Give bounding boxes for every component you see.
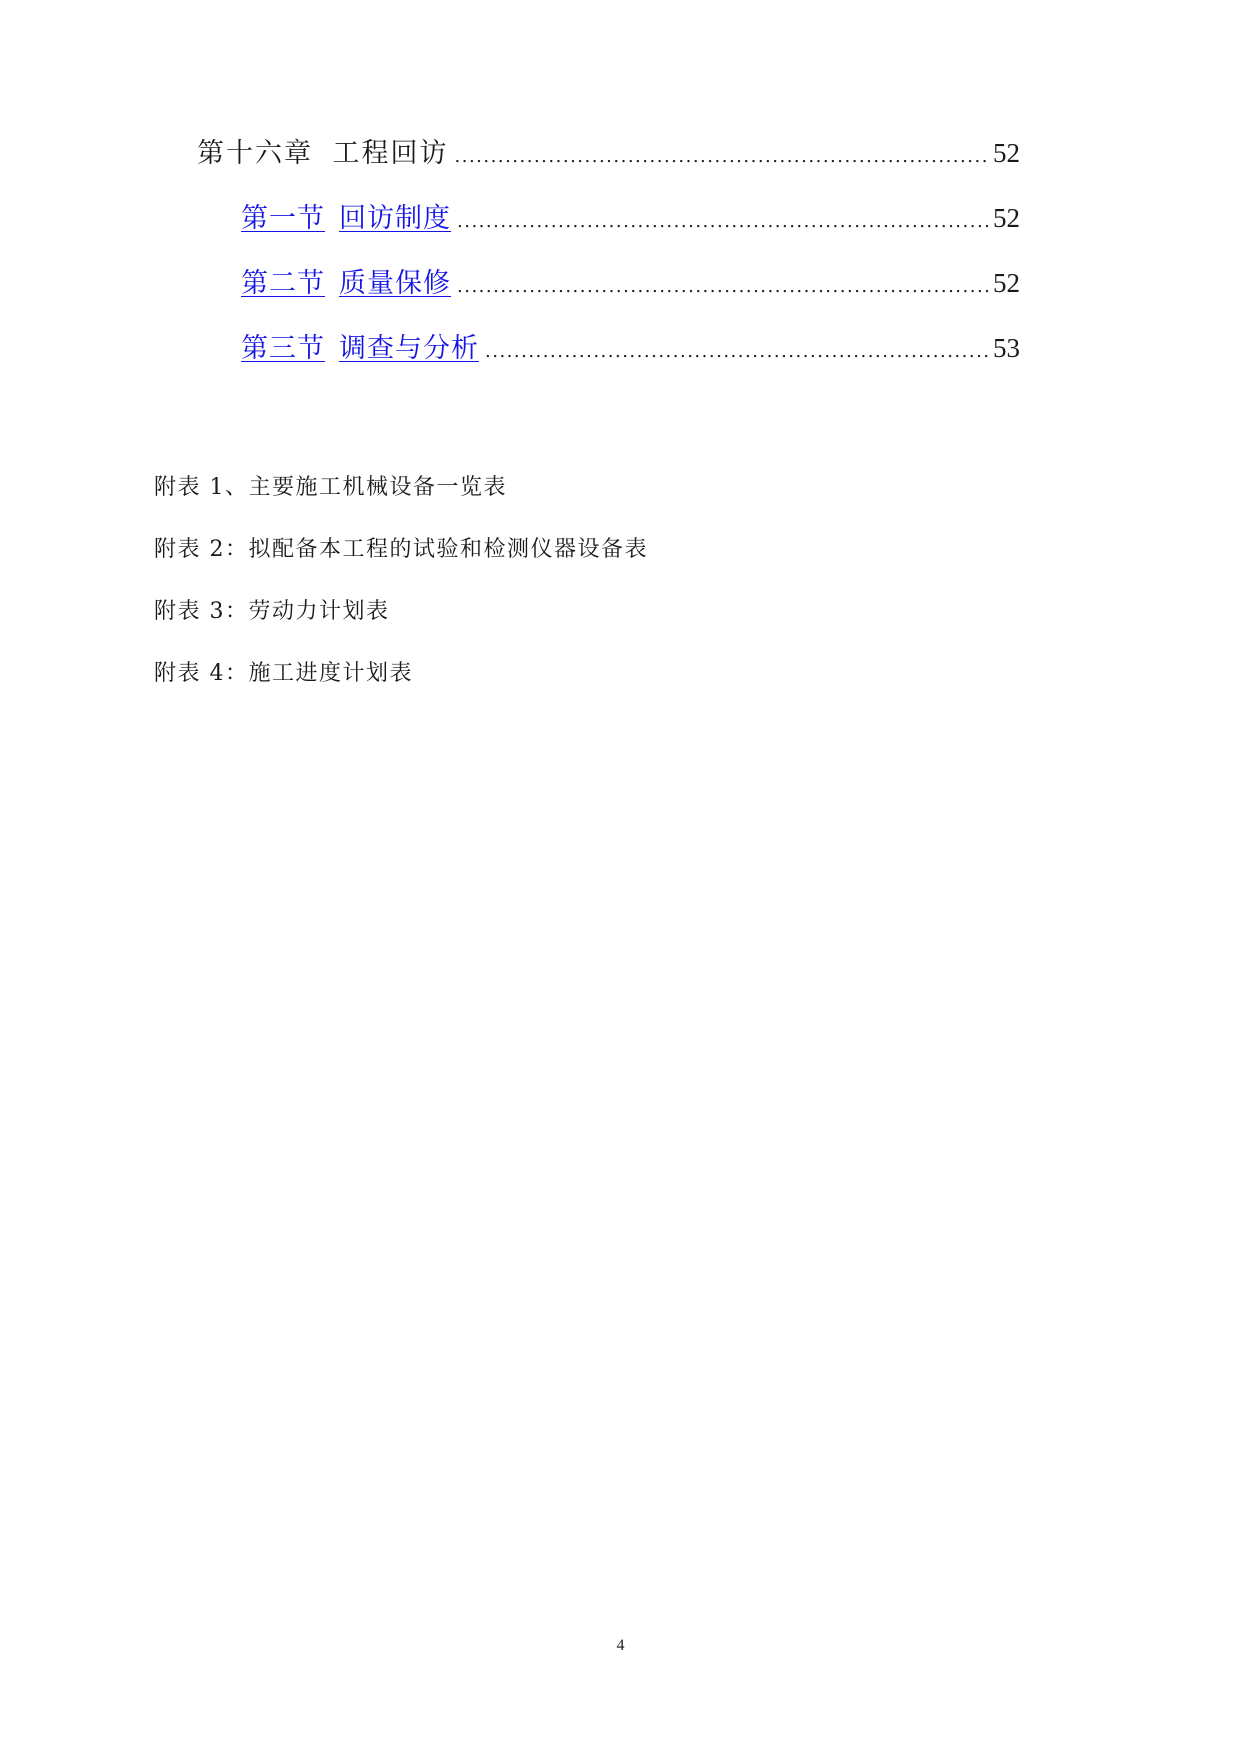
section-label: 第一节 xyxy=(241,203,325,234)
section-title: 回访制度 xyxy=(339,203,451,234)
section-label: 第二节 xyxy=(241,268,325,299)
section-page-ref: 52 xyxy=(993,203,1020,233)
section-page-ref: 53 xyxy=(993,333,1020,363)
section-label: 第三节 xyxy=(241,333,325,364)
appendix-item: 附表 3：劳动力计划表 xyxy=(154,599,390,624)
dot-leader xyxy=(457,270,989,304)
chapter-number: 第十六章 xyxy=(197,138,313,169)
section-title: 质量保修 xyxy=(339,268,451,299)
toc-section-entry xyxy=(241,266,1020,304)
section-title: 调查与分析 xyxy=(339,333,479,364)
appendix-item: 附表 4：施工进度计划表 xyxy=(154,661,413,686)
dot-leader xyxy=(455,140,989,174)
dot-leader xyxy=(485,335,989,369)
toc-section-entry xyxy=(241,201,1020,239)
chapter-title: 工程回访 xyxy=(332,138,449,169)
chapter-page-ref: 52 xyxy=(993,138,1020,168)
toc-section-link[interactable] xyxy=(241,332,479,366)
appendix-item: 附表 1、主要施工机械设备一览表 xyxy=(154,475,507,500)
page-number: 4 xyxy=(616,1637,625,1654)
toc-section-link[interactable] xyxy=(241,267,451,301)
section-page-ref: 52 xyxy=(993,268,1020,298)
toc-chapter-entry xyxy=(197,136,1020,174)
dot-leader xyxy=(457,205,989,239)
toc-section-entry xyxy=(241,331,1020,369)
toc-section-link[interactable] xyxy=(241,202,451,236)
appendix-item: 附表 2：拟配备本工程的试验和检测仪器设备表 xyxy=(154,537,648,562)
